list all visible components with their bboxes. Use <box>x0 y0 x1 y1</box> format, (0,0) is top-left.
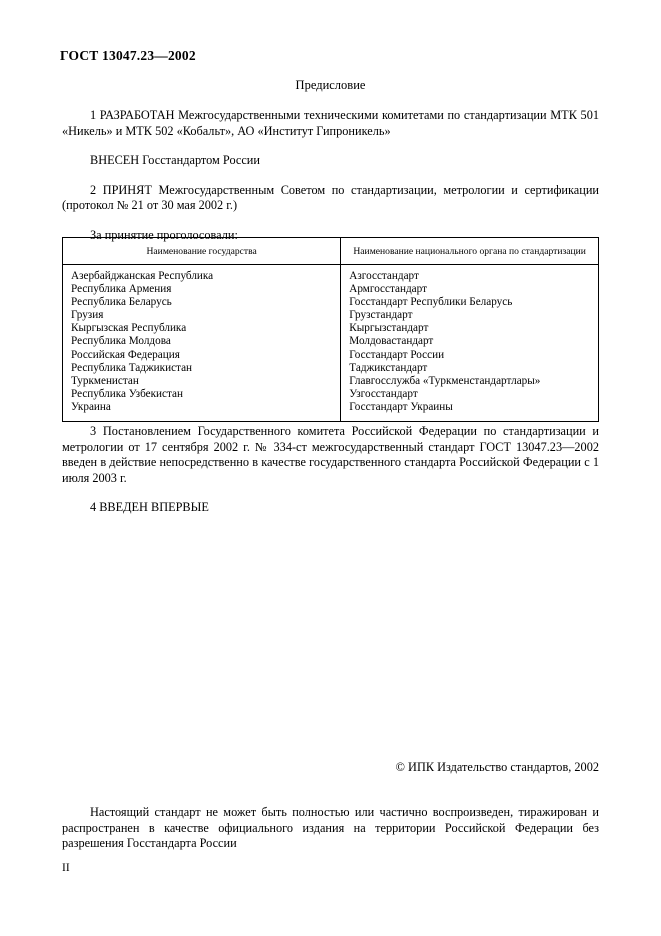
preface-body-continued <box>62 424 599 516</box>
column-header-body: Наименование национального органа по стандартизации <box>341 238 599 265</box>
state-name: Азербайджанская Республика <box>71 270 214 282</box>
standard-number: ГОСТ 13047.23—2002 <box>60 48 196 63</box>
standardization-body: Азгосстандарт <box>349 270 419 282</box>
standardization-body: Молдовастандарт <box>349 335 434 348</box>
reproduction-note <box>62 805 599 852</box>
state-name: Туркменистан <box>71 374 139 387</box>
standardization-body: Кыргызстандарт <box>349 322 429 335</box>
standardization-body: Госстандарт Украины <box>349 400 453 413</box>
state-name: Республика Молдова <box>71 335 171 348</box>
paragraph-adopted: 2 ПРИНЯТ Межгосударственным Советом по стандартизации, метрологии и сертификации (протокол № 21 от 30 мая 2002 г.) <box>62 182 599 212</box>
paragraph-voted: За принятие проголосовали: <box>90 227 238 242</box>
table-cell-bodies <box>341 265 599 422</box>
paragraph-developed: 1 РАЗРАБОТАН Межгосударственными техническими комитетами по стандартизации МТК 501 «Никель» и МТК 502 «Кобальт», АО «Институт Гипроникель» <box>62 108 599 138</box>
state-name: Республика Узбекистан <box>71 387 183 400</box>
states-table <box>62 237 599 422</box>
state-name: Республика Таджикистан <box>71 361 193 374</box>
preface-body <box>62 108 599 243</box>
table-row <box>63 265 599 422</box>
state-name: Республика Беларусь <box>71 296 172 309</box>
section-title: Предисловие <box>295 78 366 92</box>
paragraph-introduced: ВНЕСЕН Госстандартом России <box>90 153 260 167</box>
state-name: Грузия <box>71 309 104 322</box>
copyright-line: © ИПК Издательство стандартов, 2002 <box>395 760 599 774</box>
paragraph-decree: 3 Постановлением Государственного комитета Российской Федерации по стандартизации и метрологии от 17 сентября 2002 г. № 334-ст межгосударственный стандарт ГОСТ 13047.23—2002 введен в действие непосредственно в качестве государственного стандарта Российской Федерации с 1 июля 2003 г. <box>62 424 599 485</box>
page-number: II <box>62 862 70 874</box>
table-cell-states <box>63 265 341 422</box>
standardization-body: Таджикстандарт <box>349 361 428 374</box>
standardization-body: Госстандарт Республики Беларусь <box>349 296 513 309</box>
state-name: Российская Федерация <box>71 348 180 361</box>
state-name: Республика Армения <box>71 283 172 296</box>
state-name: Украина <box>71 400 111 413</box>
standardization-body: Узгосстандарт <box>349 387 418 400</box>
paragraph-first-introduced: 4 ВВЕДЕН ВПЕРВЫЕ <box>90 500 209 514</box>
standardization-body: Главгосслужба «Туркменстандартлары» <box>349 374 541 387</box>
reproduction-note-text: Настоящий стандарт не может быть полностью или частично воспроизведен, тиражирован и распространен в качестве официального издания на территории Российской Федерации без разрешения Госстандарта России <box>62 805 599 850</box>
standardization-body: Грузстандарт <box>349 309 413 322</box>
standardization-body: Армгосстандарт <box>349 283 427 296</box>
table-header-row <box>63 238 599 265</box>
column-header-state: Наименование государства <box>63 238 341 265</box>
standardization-body: Госстандарт России <box>349 348 445 361</box>
state-name: Кыргызская Республика <box>71 322 187 335</box>
